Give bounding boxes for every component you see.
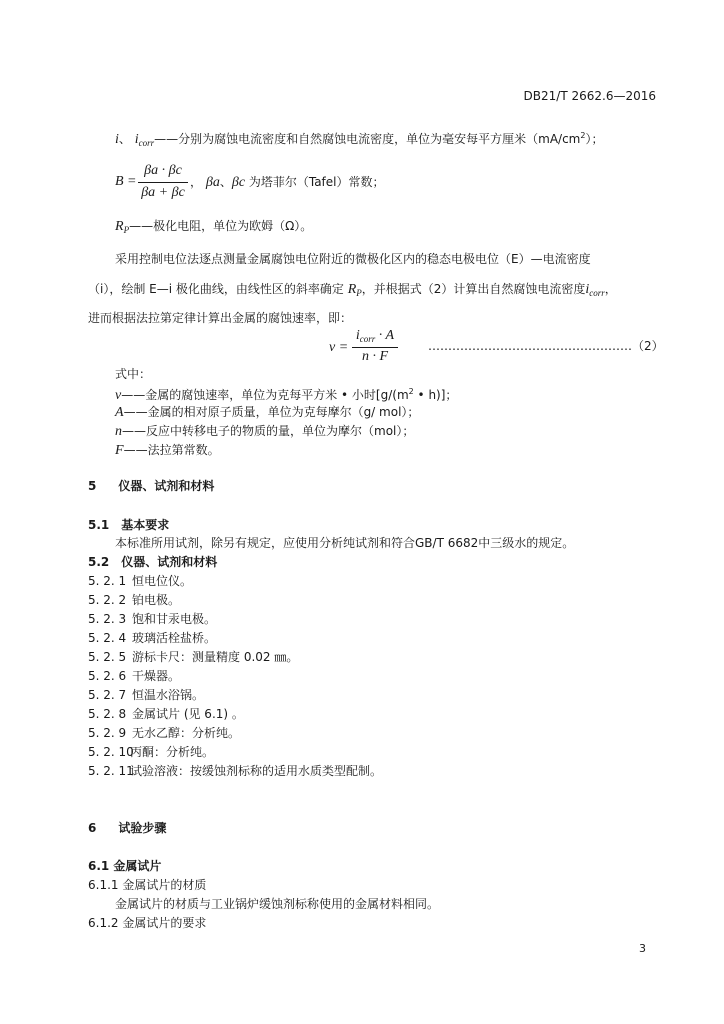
formula-b-fraction-bar [138, 182, 188, 183]
list-item-text: 恒电位仪。 [132, 574, 193, 588]
list-item-text: 无水乙醇：分析纯。 [132, 726, 241, 740]
section-6-1-heading: 6.1 金属试片 [88, 859, 162, 873]
section-6-1-1-heading: 6.1.1 金属试片的材质 [88, 878, 207, 892]
where-label: 式中： [115, 367, 152, 381]
symbol-i: i [115, 132, 119, 147]
list-item-number: 5. 2. 6 [88, 669, 127, 683]
section-5-2-heading: 5.2 仪器、试剂和材料 [88, 555, 218, 569]
formula-b-numerator: βa · βc [144, 163, 182, 178]
list-item-text: 饱和甘汞电极。 [132, 612, 217, 626]
list-item [88, 668, 180, 684]
list-item [88, 592, 180, 608]
list-item-number: 5. 2. 3 [88, 612, 127, 626]
section-5-heading: 5 仪器、试剂和材料 [88, 479, 215, 493]
list-item [88, 725, 240, 741]
paragraph-line-3: 进而根据法拉第定律计算出金属的腐蚀速率，即： [88, 311, 353, 325]
list-item [88, 706, 244, 722]
list-item-number: 5. 2. 1 [88, 574, 127, 588]
section-5-1-heading: 5.1 基本要求 [88, 518, 170, 532]
list-item-number: 5. 2. 8 [88, 707, 127, 721]
list-item [88, 649, 298, 665]
list-item-text: 丙酮：分析纯。 [130, 745, 215, 759]
list-item-number: 5. 2. 7 [88, 688, 127, 702]
list-item-text: 恒温水浴锅。 [132, 688, 205, 702]
section-5-1-text: 本标准所用试剂，除另有规定，应使用分析纯试剂和符合GB/T 6682中三级水的规定。 [115, 536, 575, 550]
list-item [88, 573, 192, 589]
formula-b-denominator: βa + βc [141, 185, 185, 200]
list-item-number: 5. 2. 10 [88, 745, 134, 759]
section-6-1-1-text: 金属试片的材质与工业锅炉缓蚀剂标称使用的金属材料相同。 [115, 897, 440, 911]
section-6-heading: 6 试验步骤 [88, 821, 167, 835]
standard-code: DB21/T 2662.6—2016 [523, 89, 656, 103]
definition-rp: $R_P——$极化电阻，单位为欧姆（Ω）。 [115, 219, 313, 235]
list-item [88, 744, 214, 760]
where-v: v——金属的腐蚀速率，单位为克每平方米 • 小时[$g/(m^2$ • h)]； [115, 387, 458, 403]
formula-2-denominator: n · F [361, 349, 389, 364]
list-item-number: 5. 2. 11 [88, 764, 134, 778]
list-item-text: 铂电极。 [132, 593, 181, 607]
list-item [88, 611, 216, 627]
formula-2-number: ……………………………………………（2） [428, 339, 664, 353]
formula-b-lhs: B = [115, 174, 137, 189]
list-item-number: 5. 2. 4 [88, 631, 127, 645]
definition-i-text: ——分别为腐蚀电流密度和自然腐蚀电流密度，单位为毫安每平方厘米（mA/cm [154, 132, 581, 146]
formula-2-lhs: v = [329, 340, 349, 355]
section-6-1-2-heading: 6.1.2 金属试片的要求 [88, 916, 207, 930]
paragraph-line-1: 采用控制电位法逐点测量金属腐蚀电位附近的微极化区内的稳态电极电位（E）—电流密度 [115, 252, 591, 266]
formula-b-definition: ， βa、βc 为塔菲尔（Tafel）常数； [190, 175, 385, 190]
list-item-number: 5. 2. 2 [88, 593, 127, 607]
where-n: n——反应中转移电子的物质的量，单位为摩尔（mol）； [115, 424, 415, 439]
list-item-text: 试验溶液：按缓蚀剂标称的适用水质类型配制。 [130, 764, 383, 778]
formula-2-numerator: $i_{corr} \cdot A$ [355, 328, 395, 344]
list-item-text: 游标卡尺：测量精度 0.02 ㎜。 [132, 650, 299, 664]
where-f: F——法拉第常数。 [115, 443, 220, 458]
page-number: 3 [639, 942, 646, 955]
list-item [88, 687, 204, 703]
list-item [88, 763, 382, 779]
list-item-number: 5. 2. 9 [88, 726, 127, 740]
list-item-text: 金属试片 (见 6.1) 。 [132, 707, 244, 721]
list-item-text: 干燥器。 [132, 669, 181, 683]
definition-i: i、 $i_{corr}——$分别为腐蚀电流密度和自然腐蚀电流密度，单位为毫安每平方厘米$(mA/cm^2)$； [115, 131, 604, 148]
list-item-text: 玻璃活栓盐桥。 [132, 631, 217, 645]
where-a: A——金属的相对原子质量，单位为克每摩尔（g/ mol）； [115, 405, 420, 420]
formula-2-fraction-bar [352, 347, 398, 348]
list-item [88, 630, 216, 646]
list-item-number: 5. 2. 5 [88, 650, 127, 664]
paragraph-line-2: （i），绘制 E—i 极化曲线，由线性区的斜率确定 $R_P$，并根据式（2）计算出自然腐蚀电流密度$i_{corr}$， [88, 282, 617, 298]
